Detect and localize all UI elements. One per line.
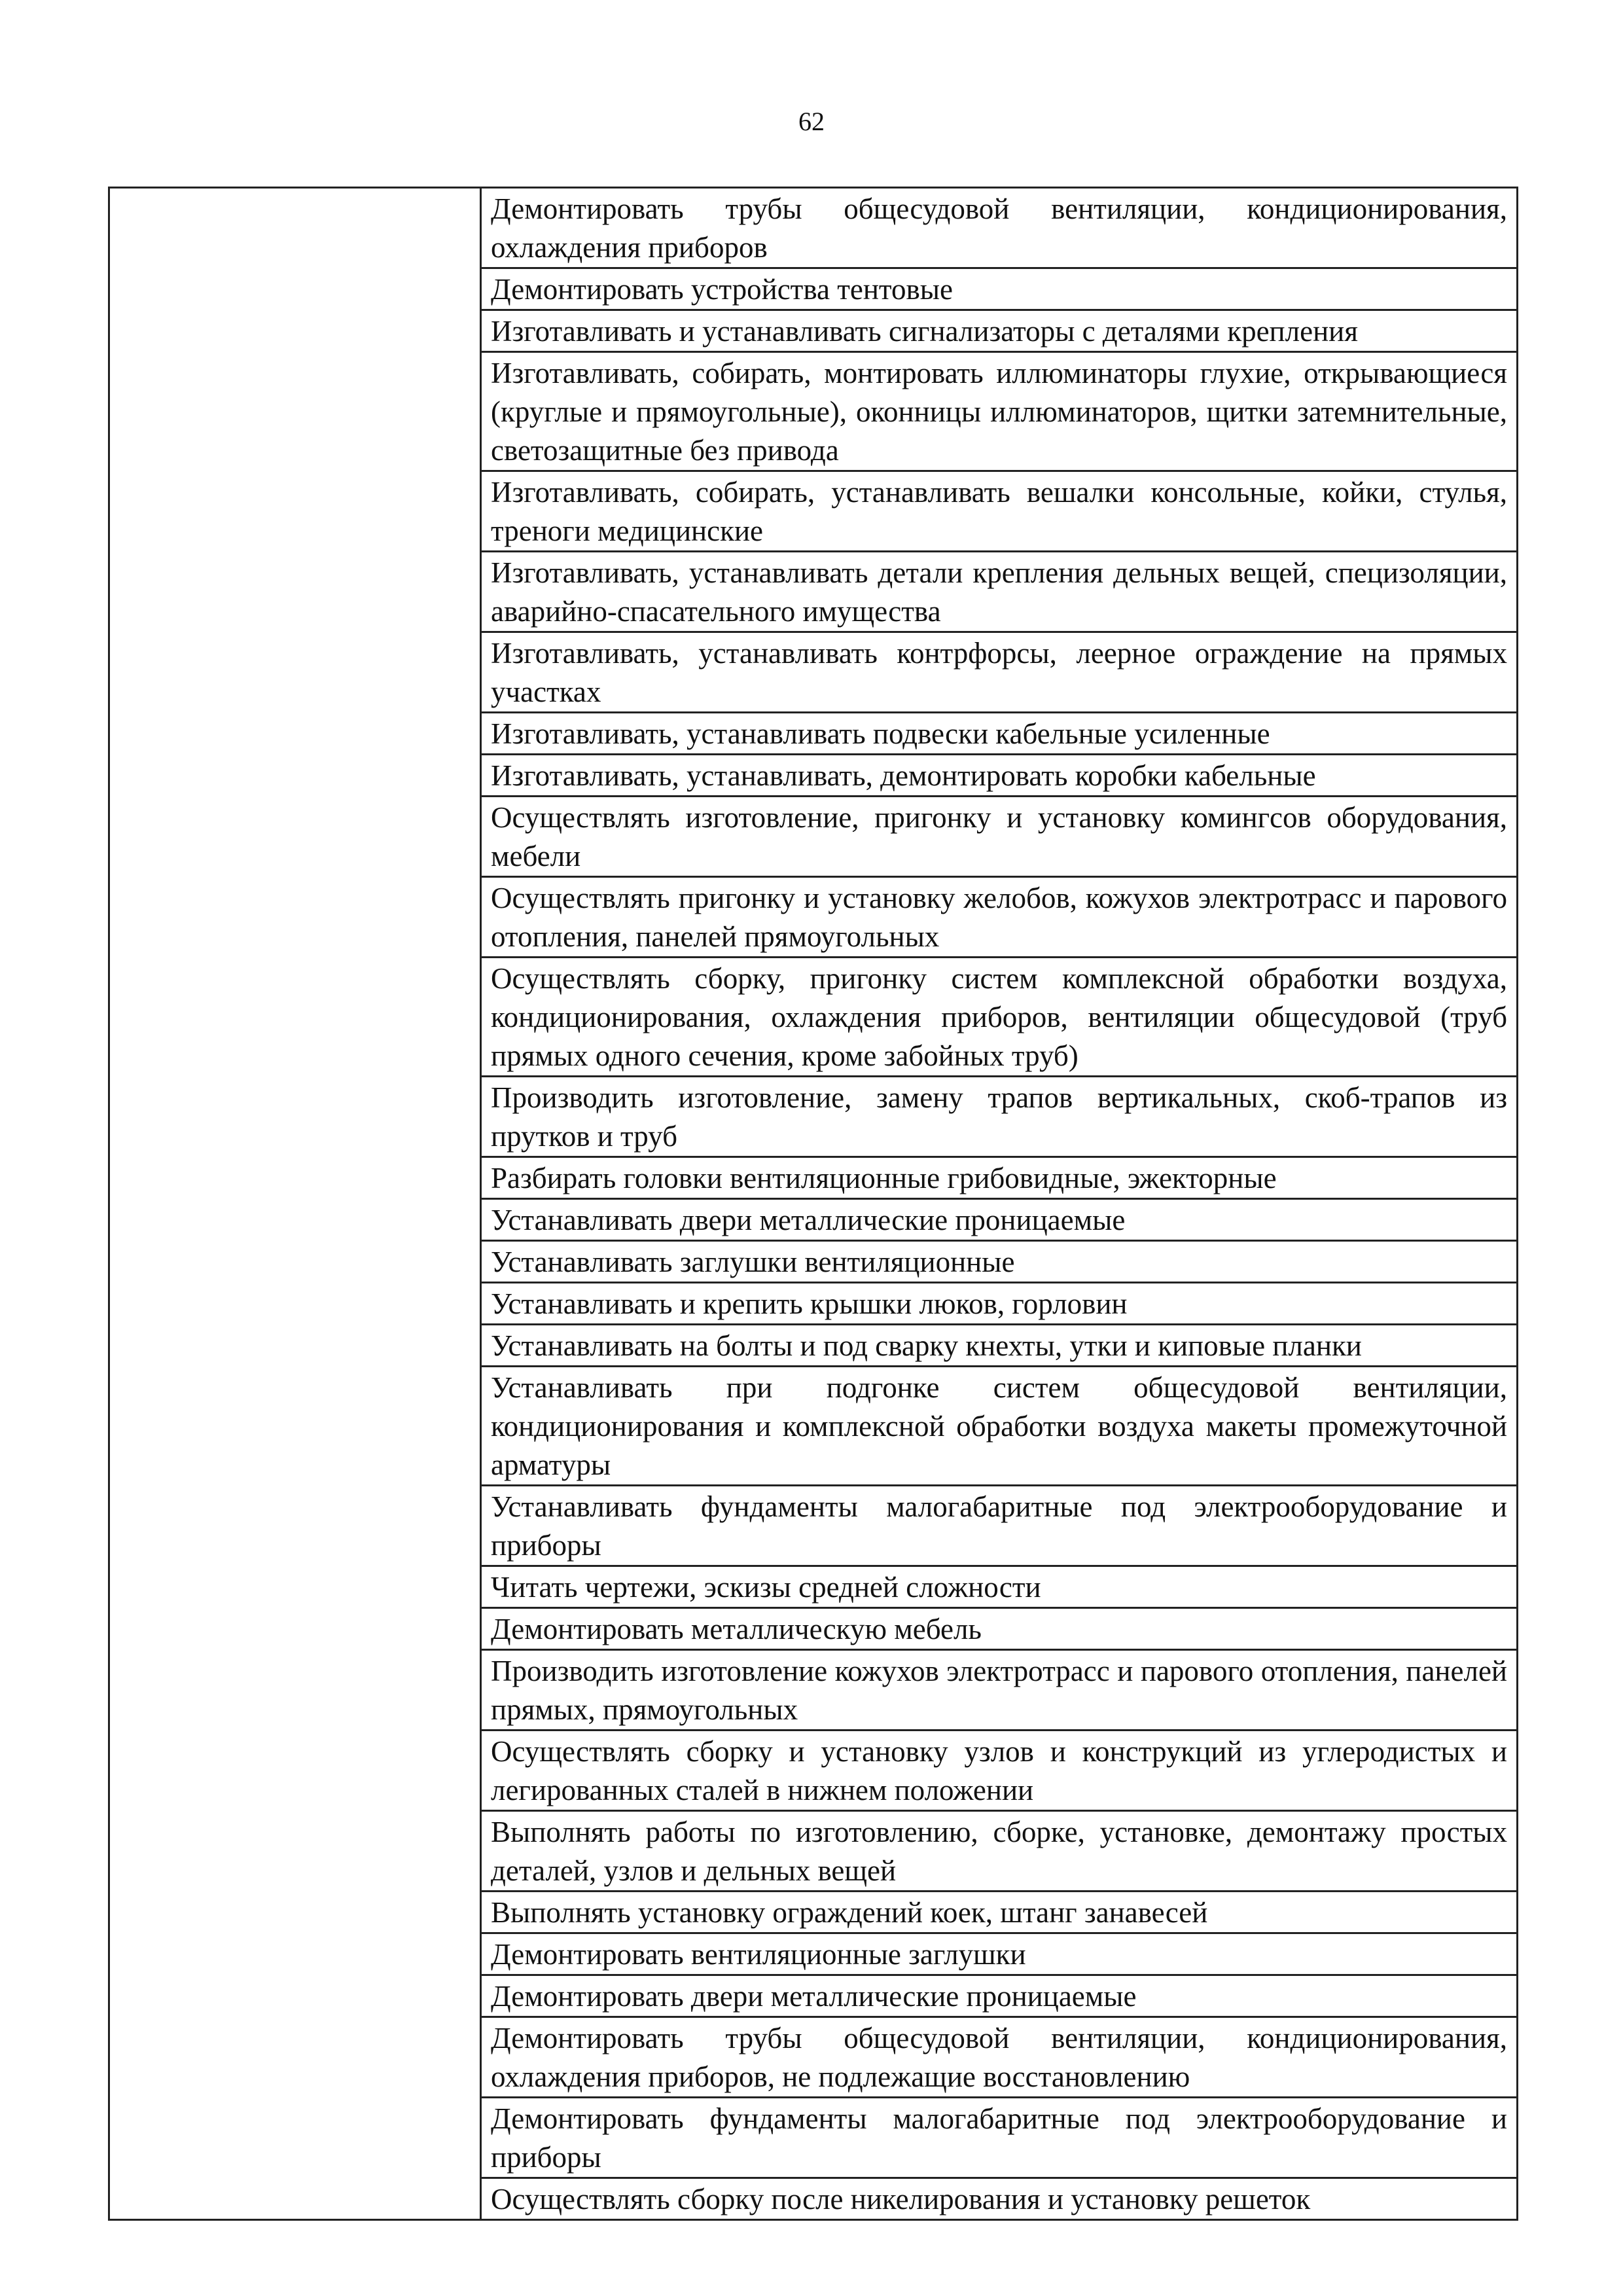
table-cell: Демонтировать устройства тентовые: [481, 268, 1518, 310]
table-cell: Изготавливать, устанавливать, демонтировать коробки кабельные: [481, 755, 1518, 797]
table-cell: Демонтировать трубы общесудовой вентиляции, кондиционирования, охлаждения приборов, не подлежащие восстановлению: [481, 2017, 1518, 2098]
table-cell: Разбирать головки вентиляционные грибовидные, эжекторные: [481, 1157, 1518, 1199]
table-cell: Устанавливать на болты и под сварку кнехты, утки и киповые планки: [481, 1325, 1518, 1367]
table-cell: Производить изготовление кожухов электротрасс и парового отопления, панелей прямых, прямоугольных: [481, 1650, 1518, 1731]
table-row: [109, 188, 1518, 268]
table-left-cell: [109, 188, 481, 2220]
table-cell: Читать чертежи, эскизы средней сложности: [481, 1566, 1518, 1608]
table-cell: Устанавливать при подгонке систем общесудовой вентиляции, кондиционирования и комплексной обработки воздуха макеты промежуточной арматуры: [481, 1367, 1518, 1486]
table-cell: Изготавливать, устанавливать детали крепления дельных вещей, специзоляции, аварийно-спасательного имущества: [481, 552, 1518, 632]
table-cell: Демонтировать вентиляционные заглушки: [481, 1933, 1518, 1975]
table-cell: Производить изготовление, замену трапов вертикальных, скоб-трапов из прутков и труб: [481, 1077, 1518, 1157]
table-cell: Осуществлять пригонку и установку желобов, кожухов электротрасс и парового отопления, панелей прямоугольных: [481, 877, 1518, 958]
table-cell: Демонтировать трубы общесудовой вентиляции, кондиционирования, охлаждения приборов: [481, 188, 1518, 268]
table-cell: Демонтировать металлическую мебель: [481, 1608, 1518, 1650]
table-cell: Изготавливать, собирать, устанавливать вешалки консольные, койки, стулья, треноги медицинские: [481, 471, 1518, 552]
table-cell: Устанавливать заглушки вентиляционные: [481, 1241, 1518, 1283]
table-cell: Устанавливать и крепить крышки люков, горловин: [481, 1283, 1518, 1325]
table-cell: Изготавливать, устанавливать контрфорсы, леерное ограждение на прямых участках: [481, 632, 1518, 713]
page-number: 62: [798, 107, 825, 136]
table-cell: Демонтировать фундаменты малогабаритные под электрооборудование и приборы: [481, 2098, 1518, 2178]
table-cell: Осуществлять изготовление, пригонку и установку комингсов оборудования, мебели: [481, 797, 1518, 877]
table-cell: Осуществлять сборку и установку узлов и конструкций из углеродистых и легированных сталей в нижнем положении: [481, 1731, 1518, 1811]
table-cell: Устанавливать двери металлические проницаемые: [481, 1199, 1518, 1241]
table-cell: Изготавливать, собирать, монтировать иллюминаторы глухие, открывающиеся (круглые и прямоугольные), оконницы иллюминаторов, щитки затемнительные, светозащитные без привода: [481, 352, 1518, 471]
activities-table: [108, 187, 1518, 2221]
table-cell: Выполнять установку ограждений коек, штанг занавесей: [481, 1892, 1518, 1933]
table-cell: Изготавливать и устанавливать сигнализаторы с деталями крепления: [481, 310, 1518, 352]
table-cell: Демонтировать двери металлические проницаемые: [481, 1975, 1518, 2017]
table-cell: Выполнять работы по изготовлению, сборке, установке, демонтажу простых деталей, узлов и дельных вещей: [481, 1811, 1518, 1892]
table-cell: Устанавливать фундаменты малогабаритные под электрооборудование и приборы: [481, 1486, 1518, 1566]
table-cell: Изготавливать, устанавливать подвески кабельные усиленные: [481, 713, 1518, 755]
table-cell: Осуществлять сборку, пригонку систем комплексной обработки воздуха, кондиционирования, охлаждения приборов, вентиляции общесудовой (труб прямых одного сечения, кроме забойных труб): [481, 958, 1518, 1077]
table-cell: Осуществлять сборку после никелирования и установку решеток: [481, 2178, 1518, 2220]
